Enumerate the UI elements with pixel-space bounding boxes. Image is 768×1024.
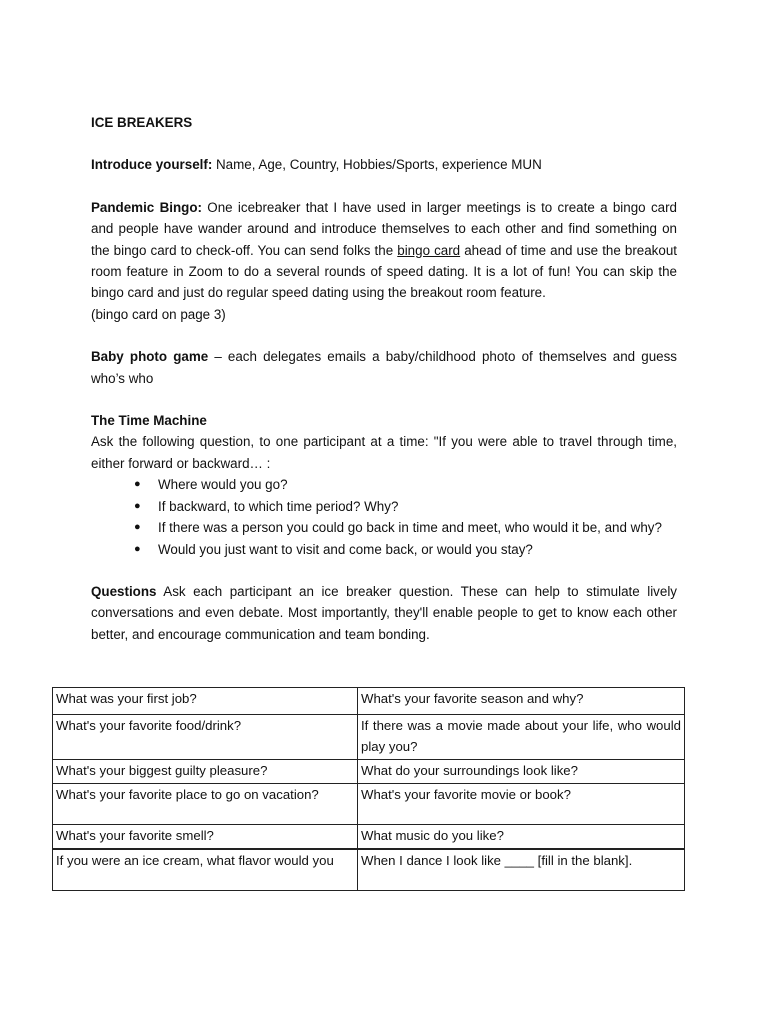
bullet-icon: ● [134, 478, 141, 491]
introduce-label: Introduce yourself: [91, 157, 213, 173]
time-machine-list [91, 474, 677, 560]
questions-label: Questions [91, 583, 157, 599]
bingo-text-after: ahead of time and use the breakout room feature in Zoom to do a several rounds of speed dating. It is a lot of fun! You can skip the bingo card and just do regular speed dating using the breakout room feature. [91, 242, 677, 301]
questions-section [91, 581, 677, 645]
list-item [91, 539, 677, 560]
table-cell: What was your first job? [53, 688, 358, 715]
table-cell: What do your surroundings look like? [358, 760, 685, 784]
baby-photo-text: – each delegates emails a baby/childhood photo of themselves and guess who’s who [91, 349, 678, 386]
bingo-note: (bingo card on page 3) [91, 306, 226, 322]
table-row [53, 760, 685, 784]
introduce-section [91, 154, 677, 175]
bingo-section [91, 197, 677, 325]
list-item-text: Would you just want to visit and come back, or would you stay? [158, 541, 533, 557]
bullet-icon: ● [134, 521, 141, 534]
list-item [91, 496, 677, 517]
questions-table [52, 687, 685, 891]
bingo-paragraph [91, 197, 677, 304]
list-item-text: If backward, to which time period? Why? [158, 498, 399, 514]
bingo-text-before: One icebreaker that I have used in larger meetings is to create a bingo card and people have wander around and introduce themselves to each other and find something on the bingo card to check-off. You can send folks the [91, 199, 677, 258]
table-cell: When I dance I look like ____ [fill in the blank]. [358, 849, 685, 891]
table-cell: What's your biggest guilty pleasure? [53, 760, 358, 784]
table-row [53, 849, 685, 891]
table-cell: If you were an ice cream, what flavor would you [53, 849, 358, 891]
table-row [53, 715, 685, 760]
table-row [53, 784, 685, 825]
table-cell: If there was a movie made about your life, who would play you? [358, 715, 685, 760]
questions-text: Ask each participant an ice breaker question. These can help to stimulate lively conversations and even debate. Most importantly, they'll enable people to get to know each other better, and encourage communication and team bonding. [91, 583, 677, 642]
table-cell: What's your favorite movie or book? [358, 784, 685, 825]
list-item-text: Where would you go? [158, 477, 288, 493]
introduce-text: Name, Age, Country, Hobbies/Sports, experience MUN [212, 157, 542, 173]
list-item [91, 474, 677, 495]
baby-photo-label: Baby photo game [91, 349, 209, 365]
table-cell: What's your favorite season and why? [358, 688, 685, 715]
table-cell: What music do you like? [358, 825, 685, 850]
time-machine-intro: Ask the following question, to one participant at a time: "If you were able to travel through time, either forward or backward… : [91, 434, 677, 471]
table-row [53, 825, 685, 850]
document-title: ICE BREAKERS [91, 115, 193, 130]
document-body [91, 112, 677, 645]
time-machine-section [91, 410, 677, 560]
bingo-label: Pandemic Bingo: [91, 199, 202, 215]
bullet-icon: ● [134, 542, 141, 555]
baby-photo-section [91, 346, 677, 389]
table-cell: What's your favorite place to go on vacation? [53, 784, 358, 825]
bingo-card-link[interactable]: bingo card [397, 242, 461, 258]
table-row [53, 688, 685, 715]
table-cell: What's your favorite smell? [53, 825, 358, 850]
table-cell: What's your favorite food/drink? [53, 715, 358, 760]
bullet-icon: ● [134, 499, 141, 512]
time-machine-label: The Time Machine [91, 413, 207, 429]
time-machine-heading [91, 410, 677, 431]
list-item-text: If there was a person you could go back in time and meet, who would it be, and why? [158, 520, 662, 536]
list-item [91, 517, 677, 538]
